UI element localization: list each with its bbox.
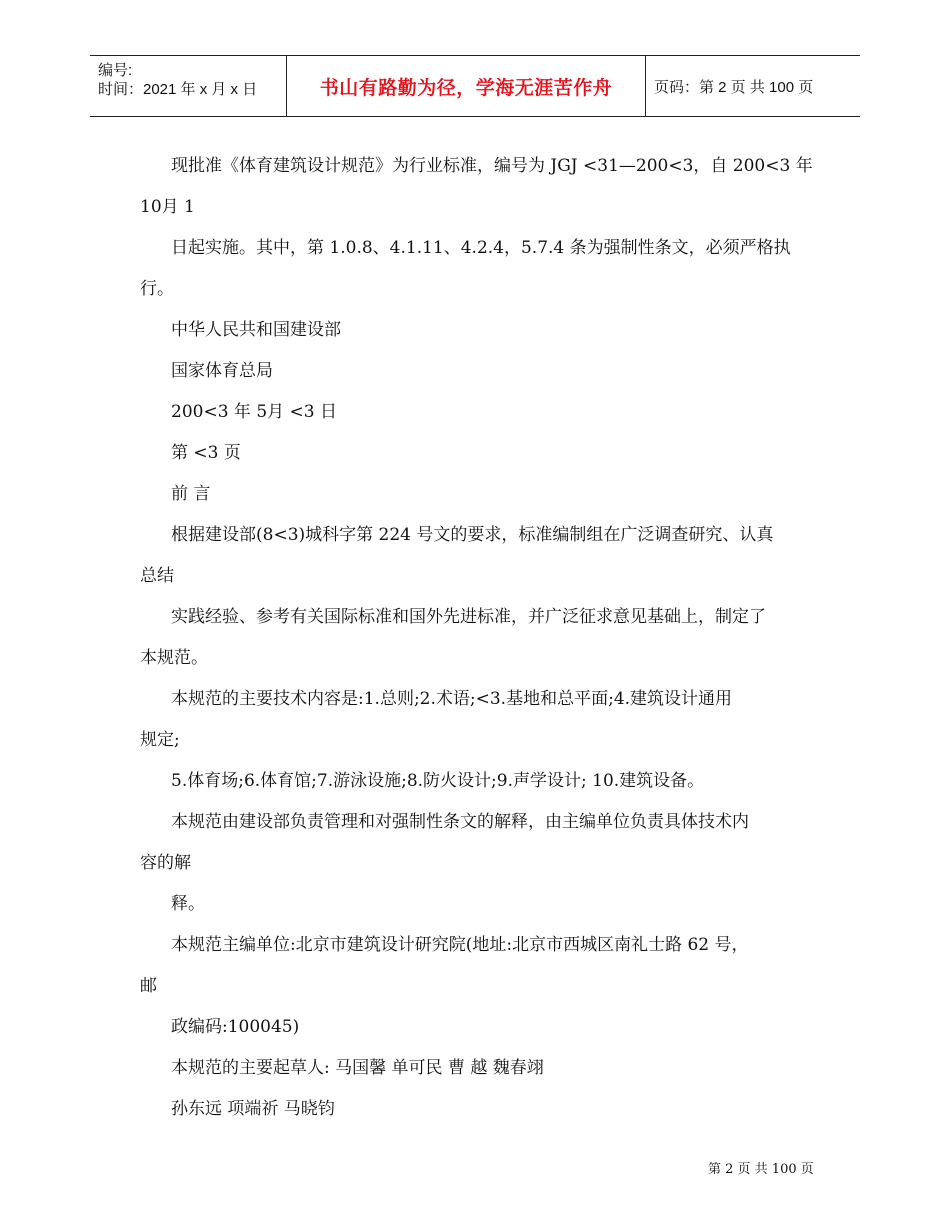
body-line: 邮 xyxy=(140,976,157,996)
header-page-info: 页码：第 2 页 共 100 页 xyxy=(654,78,814,96)
body-line: 容的解 xyxy=(140,853,191,873)
body-line: 行。 xyxy=(140,279,174,299)
body-line: 中华人民共和国建设部 xyxy=(171,320,341,340)
body-line: 实践经验、参考有关国际标准和国外先进标准，并广泛征求意见基础上，制定了 xyxy=(171,607,766,627)
number-label: 编号: xyxy=(98,62,133,79)
body-line: 200<3 年 5月 <3 日 xyxy=(171,402,337,422)
body-line: 本规范的主要技术内容是:1.总则;2.术语;<3.基地和总平面;4.建筑设计通用 xyxy=(171,689,733,709)
page-footer: 第 2 页 共 100 页 xyxy=(708,1162,814,1177)
body-line: 第 <3 页 xyxy=(171,443,241,463)
time-label: 时间：2021 年 x 月 x 日 xyxy=(98,81,258,98)
body-line: 孙东远 项端祈 马晓钧 xyxy=(171,1099,335,1119)
motto-text: 书山有路勤为径，学海无涯苦作舟 xyxy=(319,76,613,99)
body-line: 根据建设部(8<3)城科字第 224 号文的要求，标准编制组在广泛调查研究、认真 xyxy=(171,525,774,545)
body-line: 国家体育总局 xyxy=(171,361,273,381)
header-motto-cell xyxy=(286,56,646,116)
body-line: 总结 xyxy=(140,566,174,586)
body-line: 5.体育场;6.体育馆;7.游泳设施;8.防火设计;9.声学设计; 10.建筑设备。 xyxy=(171,771,705,791)
page-header xyxy=(90,55,860,117)
body-line: 本规范。 xyxy=(140,648,208,668)
body-line: 释。 xyxy=(171,894,205,914)
body-line: 本规范由建设部负责管理和对强制性条文的解释，由主编单位负责具体技术内 xyxy=(171,812,749,832)
body-line: 规定; xyxy=(140,730,180,750)
body-line: 政编码:100045) xyxy=(171,1017,300,1037)
body-line: 本规范的主要起草人: 马国馨 单可民 曹 越 魏春翊 xyxy=(171,1058,544,1078)
section-heading: 前 言 xyxy=(171,484,211,504)
header-meta xyxy=(90,56,286,116)
body-line: 本规范主编单位:北京市建筑设计研究院(地址:北京市西城区南礼士路 62 号， xyxy=(171,935,749,955)
body-line: 日起实施。其中，第 1.0.8、4.1.11、4.2.4，5.7.4 条为强制性条文，必须严格执 xyxy=(171,238,791,258)
body-line: 现批准《体育建筑设计规范》为行业标准，编号为 JGJ <31—200<3，自 200<3 年 xyxy=(171,156,813,176)
body-line: 10月 1 xyxy=(140,197,195,217)
